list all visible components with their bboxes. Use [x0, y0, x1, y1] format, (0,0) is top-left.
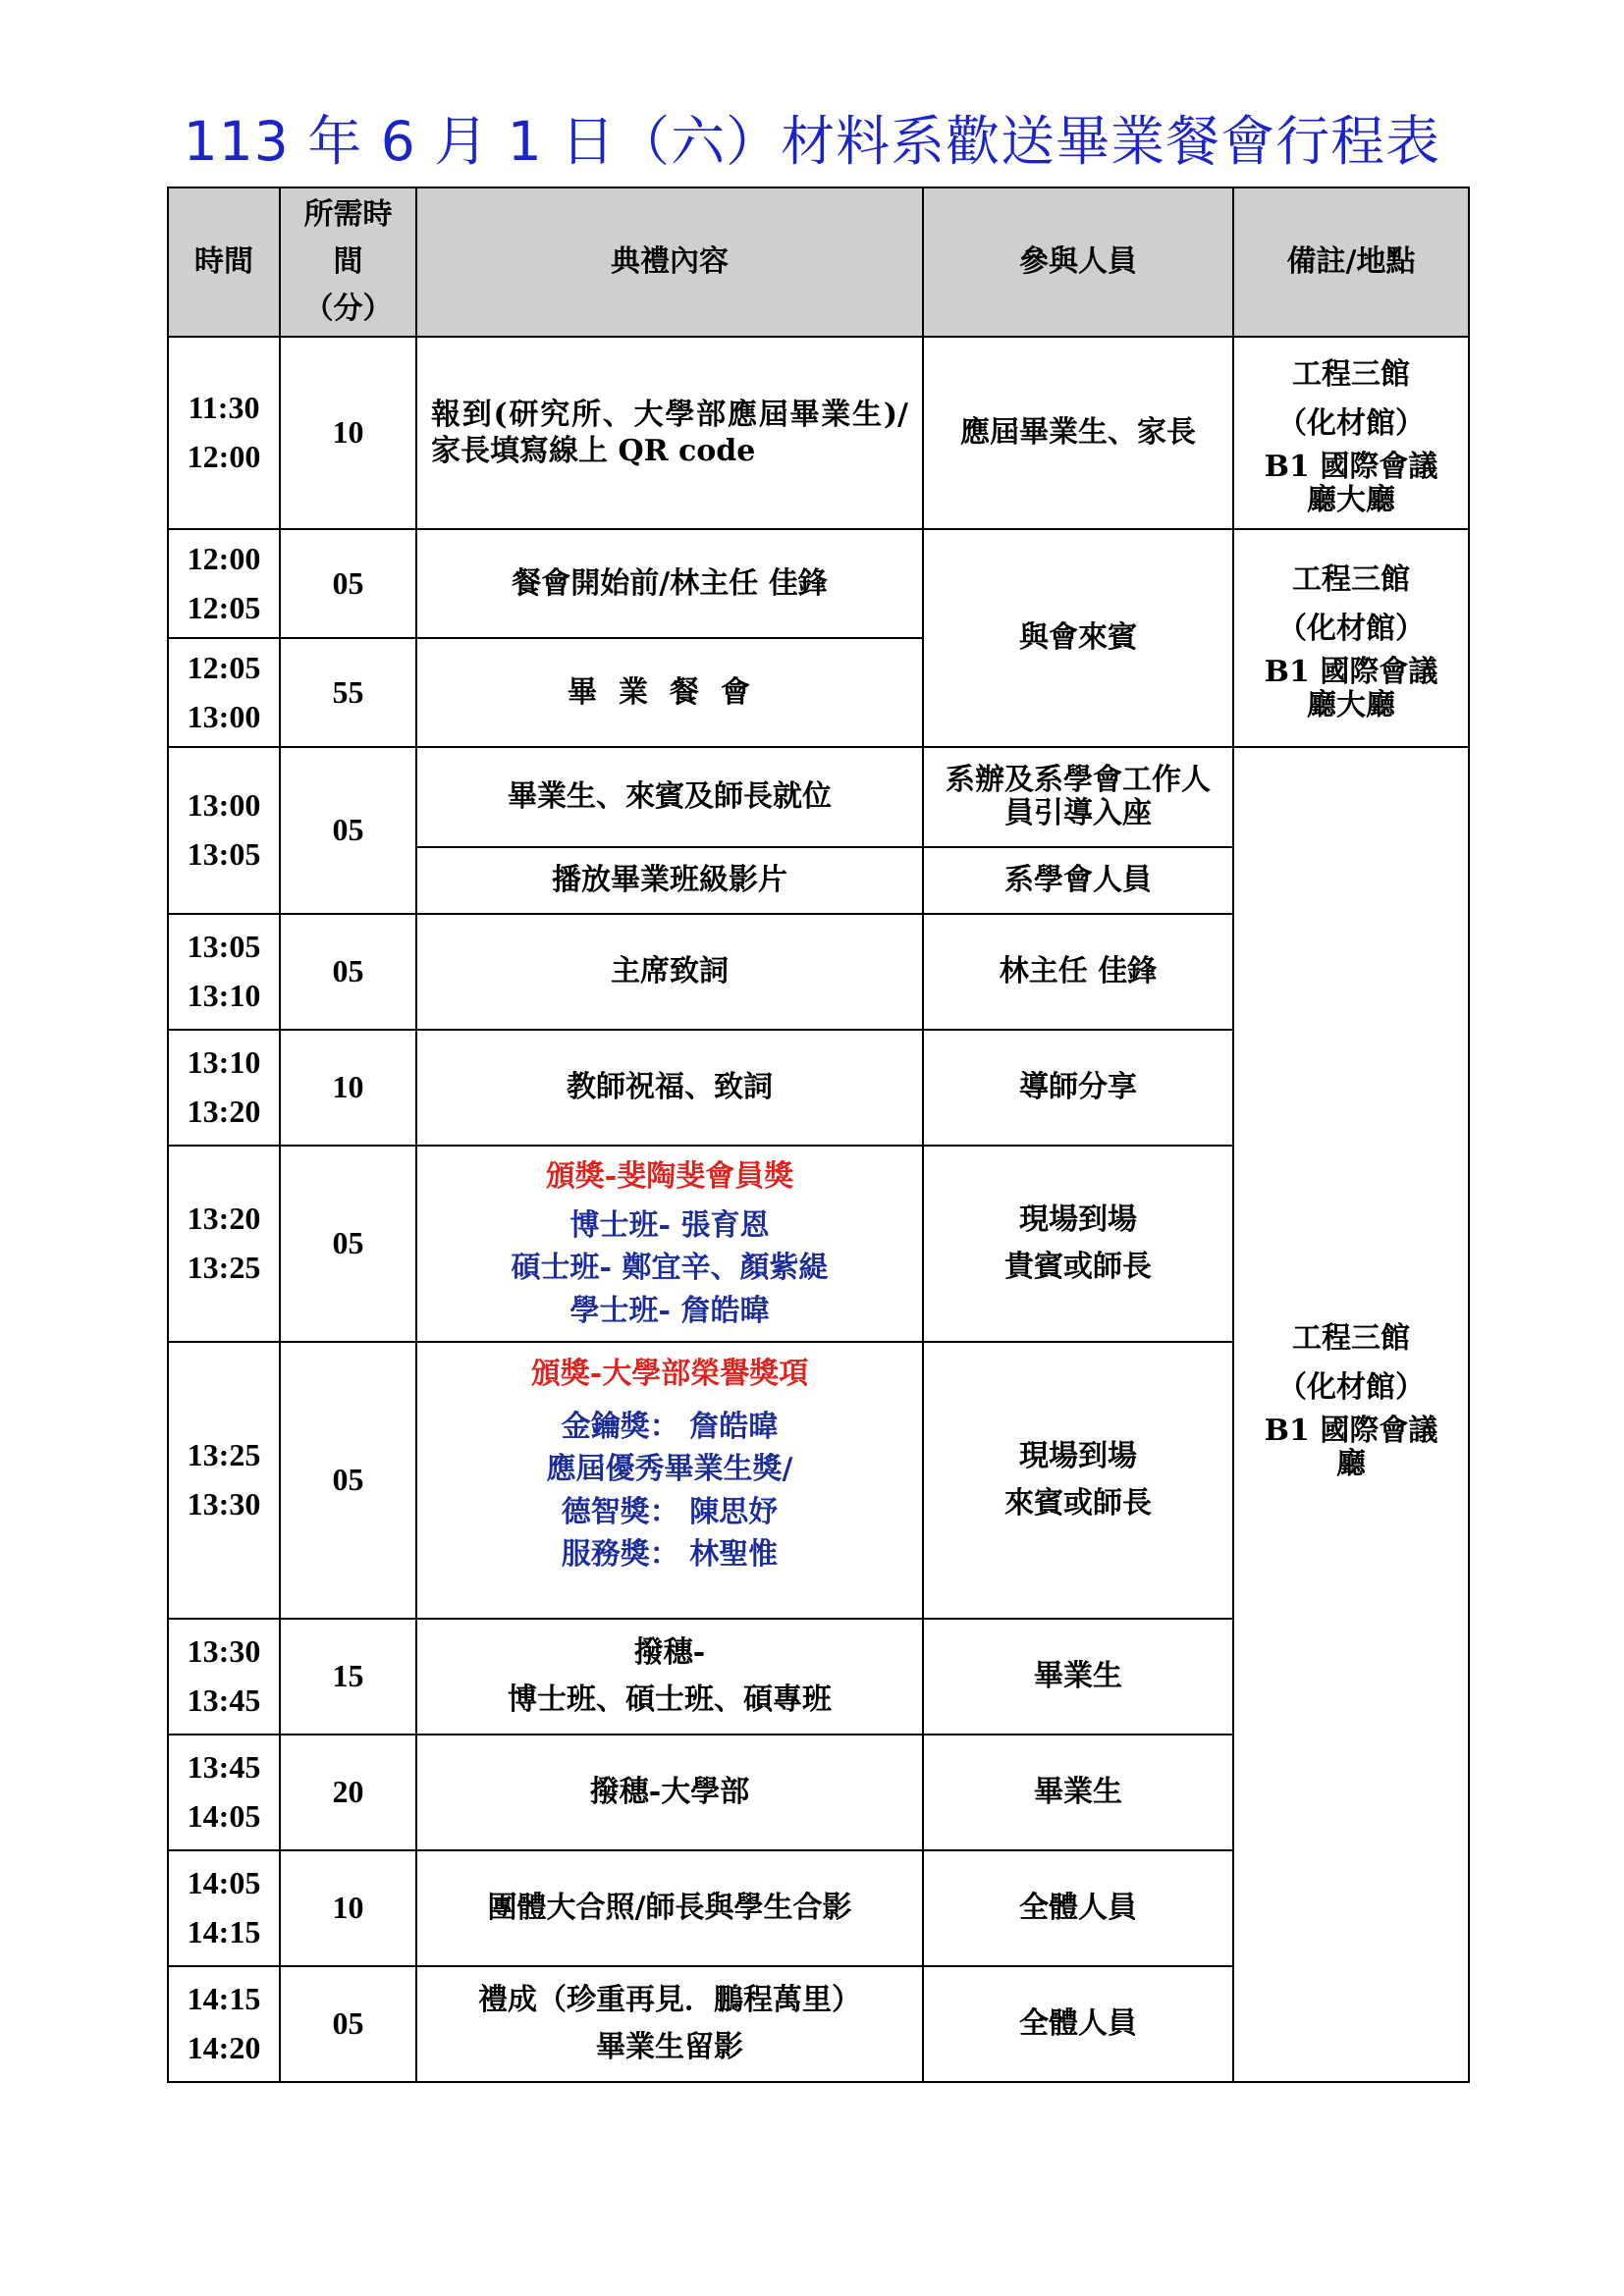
participants-line2: 貴賓或師長	[1004, 1250, 1152, 1284]
time-start: 13:30	[187, 1633, 261, 1670]
header-participants: 參與人員	[923, 187, 1233, 337]
award-line: 碩士班- 鄭宜辛、顏紫緹	[511, 1251, 829, 1285]
time-end: 13:10	[187, 978, 261, 1013]
page-title: 113 年 6 月 1 日（六）材料系歡送畢業餐會行程表	[183, 110, 1441, 173]
duration-cell: 05	[280, 529, 416, 638]
duration-cell: 05	[280, 1342, 416, 1619]
time-start: 13:05	[187, 929, 261, 965]
content-cell: 畢業生、來賓及師長就位	[416, 747, 923, 847]
header-duration-line3: （分）	[303, 292, 393, 326]
time-cell	[168, 914, 280, 1030]
content-cell	[416, 1619, 923, 1735]
duration-cell: 10	[280, 1850, 416, 1966]
header-row	[168, 187, 1469, 337]
time-start: 13:00	[187, 787, 261, 824]
content-cell	[416, 1966, 923, 2082]
participants-cell: 畢業生	[923, 1735, 1233, 1850]
time-cell	[168, 747, 280, 914]
content-line2: 博士班、碩士班、碩專班	[508, 1682, 832, 1717]
schedule-table	[167, 187, 1470, 2083]
content-line1: 禮成（珍重再見．鵬程萬里）	[478, 1983, 861, 2017]
duration-cell: 20	[280, 1735, 416, 1850]
location-line1: 工程三館	[1292, 357, 1410, 392]
time-start: 14:15	[187, 1981, 261, 2017]
time-start: 13:10	[187, 1044, 261, 1081]
location-cell	[1233, 529, 1469, 747]
time-end: 13:45	[187, 1682, 261, 1718]
content-cell: 畢業餐會	[416, 638, 923, 747]
time-cell	[168, 1966, 280, 2082]
award-line: 博士班- 張育恩	[569, 1207, 770, 1243]
participants-cell: 林主任 佳鋒	[923, 914, 1233, 1030]
time-end: 13:00	[187, 698, 261, 734]
award-title: 頒獎-大學部榮譽獎項	[530, 1357, 809, 1391]
duration-cell: 10	[280, 337, 416, 529]
participants-cell: 應屆畢業生、家長	[923, 337, 1233, 529]
location-cell	[1233, 337, 1469, 529]
time-end: 13:25	[187, 1250, 261, 1285]
time-start: 14:05	[187, 1865, 261, 1901]
participants-line1: 現場到場	[1019, 1439, 1137, 1473]
time-end: 14:20	[187, 2030, 261, 2065]
award-line: 服務獎： 林聖惟	[561, 1537, 779, 1572]
location-line4: 廳大廳	[1307, 483, 1395, 517]
header-duration	[280, 187, 416, 337]
participants-cell: 系學會人員	[923, 847, 1233, 914]
participants-line1: 現場到場	[1019, 1202, 1137, 1237]
time-cell	[168, 1342, 280, 1619]
location-line3: B1 國際會議	[1264, 450, 1438, 484]
header-time: 時間	[168, 187, 280, 337]
participants-cell: 系辦及系學會工作人員引導入座	[923, 747, 1233, 847]
content-cell: 撥穗-大學部	[416, 1735, 923, 1850]
content-cell: 餐會開始前/林主任 佳鋒	[416, 529, 923, 638]
table-row	[168, 529, 1469, 638]
time-cell	[168, 337, 280, 529]
content-cell: 主席致詞	[416, 914, 923, 1030]
location-line2: （化材館）	[1277, 1369, 1425, 1405]
time-cell	[168, 1850, 280, 1966]
participants-line2: 來賓或師長	[1004, 1486, 1152, 1521]
content-cell: 教師祝福、致詞	[416, 1030, 923, 1146]
duration-cell: 55	[280, 638, 416, 747]
duration-cell: 05	[280, 1146, 416, 1342]
participants-cell: 畢業生	[923, 1619, 1233, 1735]
time-start: 12:05	[187, 649, 261, 685]
location-line4: 廳	[1336, 1447, 1366, 1481]
header-notes: 備註/地點	[1233, 187, 1469, 337]
time-start: 13:20	[187, 1201, 261, 1237]
location-line2: （化材館）	[1277, 405, 1425, 441]
time-end: 12:05	[187, 589, 261, 625]
content-cell: 報到(研究所、大學部應屆畢業生)/家長填寫線上 QR code	[416, 337, 923, 529]
content-cell: 團體大合照/師長與學生合影	[416, 1850, 923, 1966]
participants-cell	[923, 1146, 1233, 1342]
time-start: 13:45	[187, 1749, 261, 1786]
table-row	[168, 337, 1469, 529]
time-cell	[168, 1030, 280, 1146]
time-end: 13:20	[187, 1094, 261, 1129]
location-line4: 廳大廳	[1307, 688, 1395, 722]
time-cell	[168, 529, 280, 638]
duration-cell: 10	[280, 1030, 416, 1146]
content-cell	[416, 1342, 923, 1619]
participants-cell: 導師分享	[923, 1030, 1233, 1146]
time-cell	[168, 638, 280, 747]
participants-cell: 全體人員	[923, 1850, 1233, 1966]
location-line2: （化材館）	[1277, 611, 1425, 646]
time-cell	[168, 1735, 280, 1850]
time-cell	[168, 1146, 280, 1342]
award-title: 頒獎-斐陶斐會員獎	[545, 1159, 794, 1194]
content-cell: 播放畢業班級影片	[416, 847, 923, 914]
location-line3: B1 國際會議	[1264, 655, 1438, 689]
time-end: 13:05	[187, 836, 261, 872]
location-cell	[1233, 747, 1469, 2082]
time-end: 13:30	[187, 1486, 261, 1522]
time-cell	[168, 1619, 280, 1735]
header-duration-line1: 所需時	[303, 197, 393, 232]
time-end: 14:05	[187, 1798, 261, 1834]
location-line1: 工程三館	[1292, 562, 1410, 597]
participants-cell	[923, 1342, 1233, 1619]
duration-cell: 05	[280, 1966, 416, 2082]
duration-cell: 05	[280, 747, 416, 914]
participants-cell: 與會來賓	[923, 529, 1233, 747]
time-end: 14:15	[187, 1914, 261, 1949]
location-line1: 工程三館	[1292, 1321, 1410, 1356]
award-line: 應屆優秀畢業生獎/	[546, 1452, 793, 1486]
time-end: 12:00	[187, 439, 261, 474]
time-start: 13:25	[187, 1437, 261, 1473]
content-line2: 畢業生留影	[596, 2030, 743, 2064]
header-content: 典禮內容	[416, 187, 923, 337]
time-start: 11:30	[188, 390, 260, 426]
award-line: 學士班- 詹皓暐	[569, 1293, 770, 1328]
duration-cell: 15	[280, 1619, 416, 1735]
duration-cell: 05	[280, 914, 416, 1030]
award-line: 德智獎： 陳思妤	[561, 1494, 779, 1529]
content-cell	[416, 1146, 923, 1342]
participants-cell: 全體人員	[923, 1966, 1233, 2082]
location-line3: B1 國際會議	[1264, 1414, 1438, 1448]
time-start: 12:00	[187, 540, 261, 576]
award-line: 金鑰獎： 詹皓暐	[561, 1409, 779, 1444]
content-line1: 撥穗-	[633, 1635, 706, 1670]
header-duration-line2: 間	[333, 244, 363, 279]
table-row	[168, 747, 1469, 847]
